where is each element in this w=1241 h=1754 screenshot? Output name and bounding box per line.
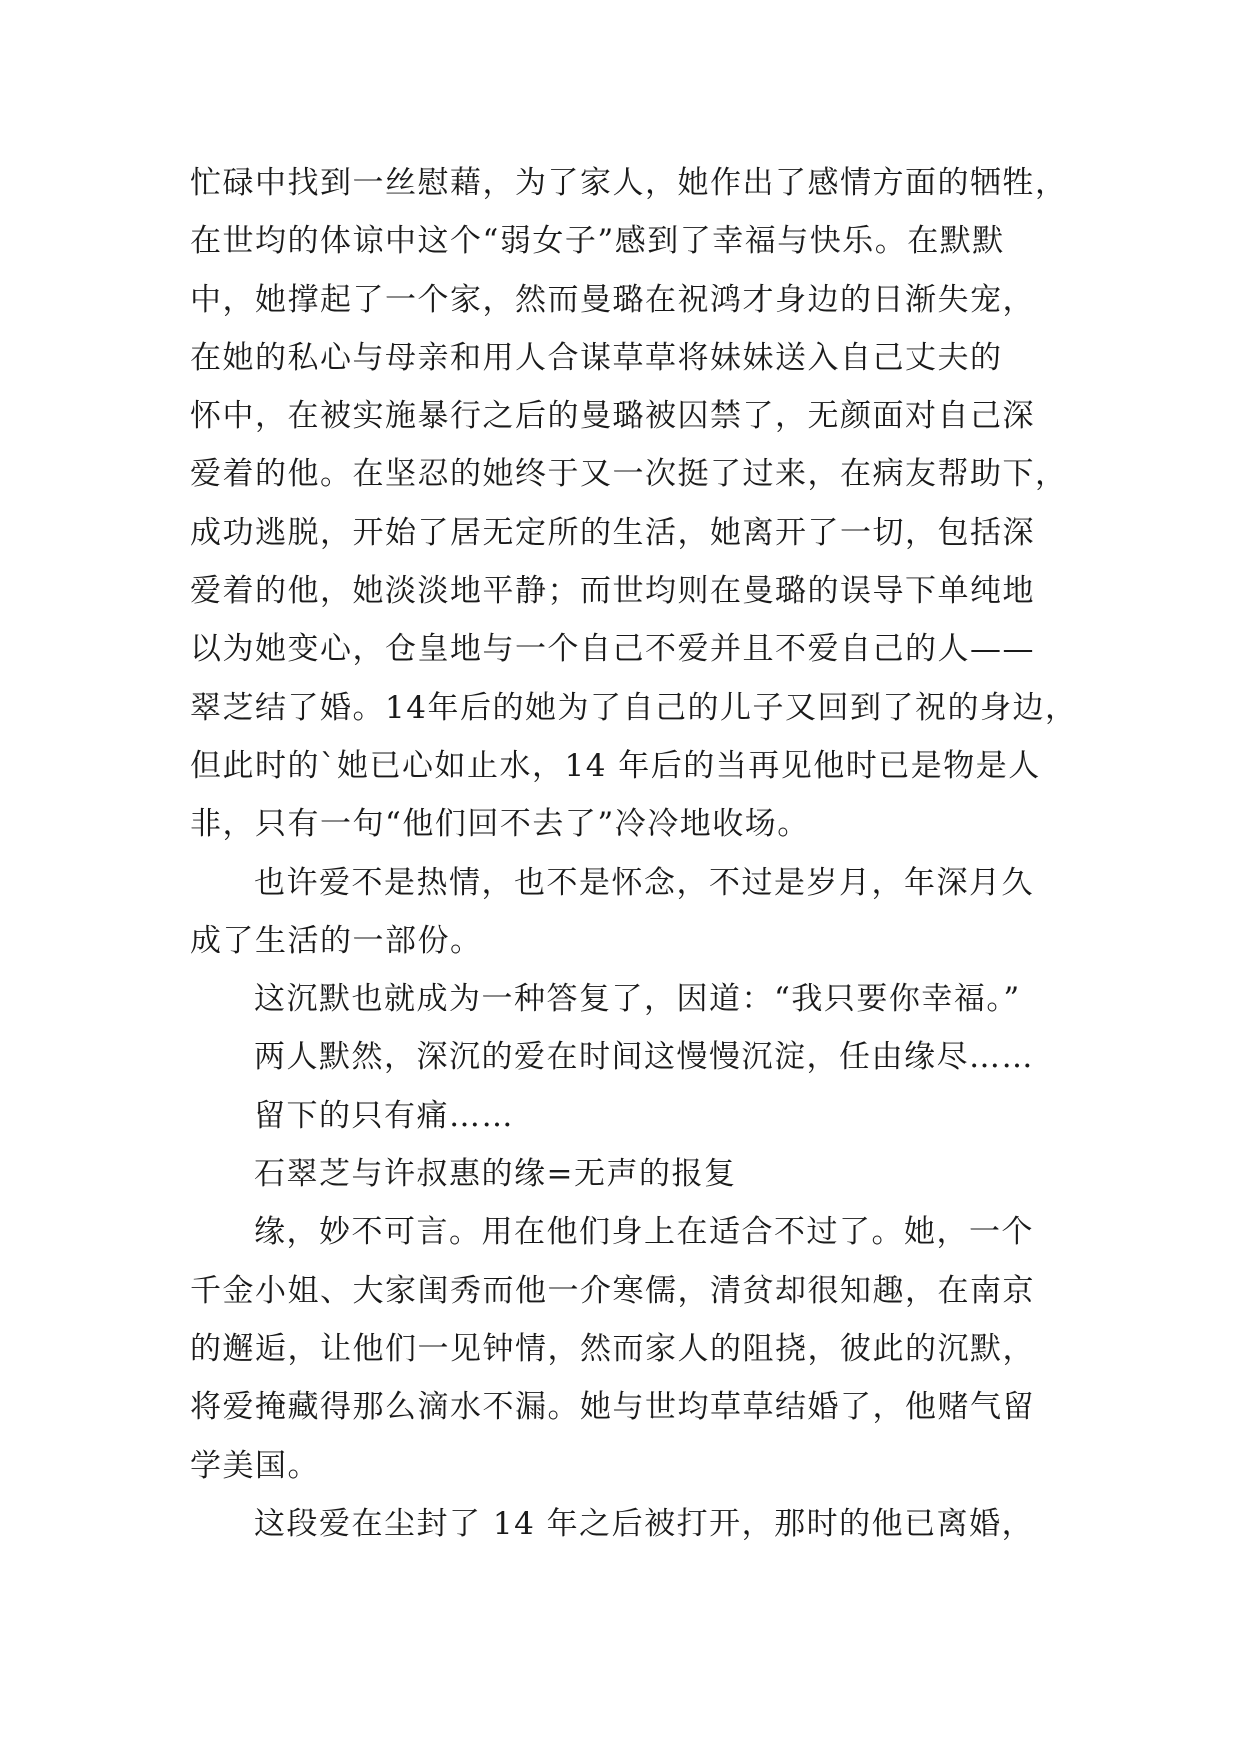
document-body <box>190 154 1078 1553</box>
text-line: 非，只有一句“他们回不去了”冷冷地收场。 <box>190 806 810 843</box>
text-line: 成了生活的一部份。 <box>190 922 483 959</box>
text-line: 在世均的体谅中这个“弱女子”感到了幸福与快乐。在默默 <box>190 223 1005 260</box>
text-line: 学美国。 <box>190 1447 320 1484</box>
paragraph-first-line: 两人默然，深沉的爱在时间这慢慢沉淀，任由缘尽…… <box>254 1039 1034 1076</box>
text-line: 将爱掩藏得那么滴水不漏。她与世均草草结婚了，他赌气留 <box>190 1389 1035 1426</box>
text-line: 中，她撑起了一个家，然而曼璐在祝鸿才身边的日渐失宠， <box>190 281 1035 318</box>
text-line: 的邂逅，让他们一见钟情，然而家人的阻挠，彼此的沉默， <box>190 1330 1035 1367</box>
text-line: 爱着的他。在坚忍的她终于又一次挺了过来，在病友帮助下， <box>190 456 1068 493</box>
paragraph-first-line: 留下的只有痛…… <box>254 1097 514 1134</box>
text-line: 千金小姐、大家闺秀而他一介寒儒，清贫却很知趣，在南京 <box>190 1272 1035 1309</box>
text-line: 怀中，在被实施暴行之后的曼璐被囚禁了，无颜面对自己深 <box>190 398 1035 435</box>
paragraph-first-line: 这段爱在尘封了 14 年之后被打开，那时的他已离婚， <box>254 1505 1035 1542</box>
text-line: 爱着的他，她淡淡地平静；而世均则在曼璐的误导下单纯地 <box>190 573 1035 610</box>
text-line: 忙碌中找到一丝慰藉，为了家人，她作出了感情方面的牺牲， <box>190 165 1068 201</box>
paragraph-first-line: 这沉默也就成为一种答复了，因道：“我只要你幸福。” <box>254 981 1021 1018</box>
paragraph-first-line: 也许爱不是热情，也不是怀念，不过是岁月，年深月久 <box>254 864 1034 901</box>
section-heading: 石翠芝与许叔惠的缘=无声的报复 <box>254 1156 737 1193</box>
paragraph-first-line: 缘，妙不可言。用在他们身上在适合不过了。她，一个 <box>254 1214 1034 1251</box>
text-line: 但此时的`她已心如止水，14 年后的当再见他时已是物是人 <box>190 747 1041 784</box>
text-line: 在她的私心与母亲和用人合谋草草将妹妹送入自己丈夫的 <box>190 339 1003 376</box>
text-line: 以为她变心，仓皇地与一个自己不爱并且不爱自己的人—— <box>190 631 1035 668</box>
text-line: 成功逃脱，开始了居无定所的生活，她离开了一切，包括深 <box>190 514 1035 551</box>
text-line: 翠芝结了婚。14年后的她为了自己的儿子又回到了祝的身边， <box>190 689 1078 726</box>
